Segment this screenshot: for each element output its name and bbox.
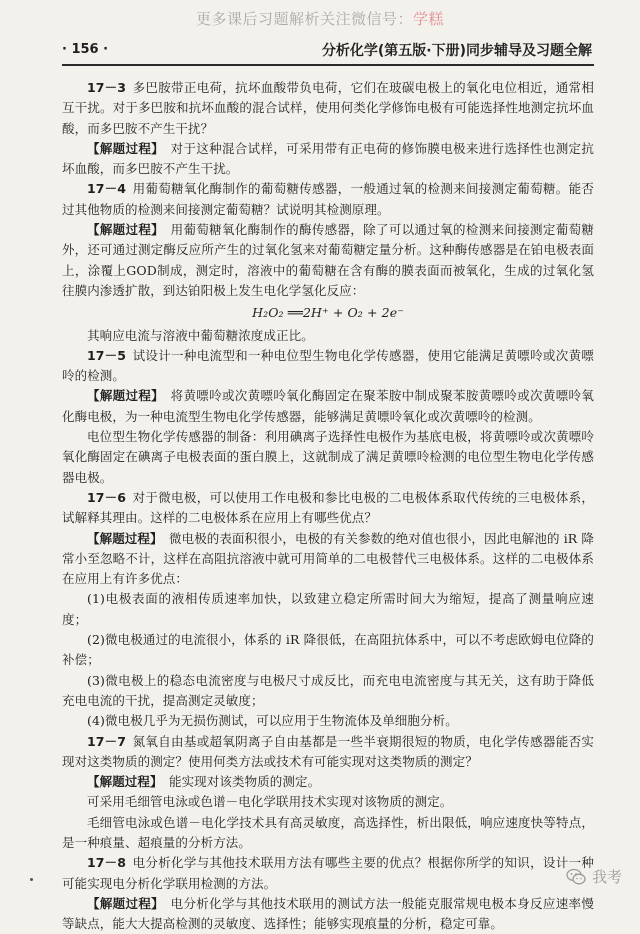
solution-label: 【解题过程】 bbox=[87, 222, 165, 238]
solution-label: 【解题过程】 bbox=[87, 140, 165, 156]
solution-text: 能实现对该类物质的测定。 bbox=[168, 774, 321, 790]
solution-text: 电分析化学与其他技术联用的测试方法一般能克服常规电极本身反应速率慢等缺点，能大大提高检测的灵敏度、选择性；能够实现痕量的分析，稳定可靠。 bbox=[62, 895, 594, 932]
solution bbox=[62, 386, 594, 427]
question-text: 对于微电极，可以使用工作电极和参比电极的二电极体系取代传统的三电极体系，试解释其理由。这样的二电极体系在应用上有哪些优点？ bbox=[62, 489, 594, 526]
page-number: · 156 · bbox=[62, 42, 109, 57]
question bbox=[62, 853, 594, 894]
question-text: 氮氧自由基或超氧阴离子自由基都是一些半衰期很短的物质，电化学传感器能否实现对这类物质的测定？使用何类方法或技术有可能实现对这类物质的测定？ bbox=[62, 733, 594, 769]
solution-text: 微电极的表面积很小，电极的有关参数的绝对值也很小，因此电解池的 iR 降常小至忽略不计，这样在高阻抗溶液中就可用简单的二电极替代三电极体系。这样的二电极体系在应用上有许多优点： bbox=[62, 530, 594, 587]
question-text: 试设计一种电流型和一种电位型生物电化学传感器，使用它能满足黄嘌呤或次黄嘌呤的检测。 bbox=[62, 347, 594, 384]
question-text: 多巴胺带正电荷，抗坏血酸带负电荷，它们在玻碳电极上的氧化电位相近，通常相互干扰。对于多巴胺和抗坏血酸的混合试样，使用何类化学修饰电极有可能选择性地测定抗坏血酸，而多巴胺不产生干扰？ bbox=[62, 80, 594, 136]
solution-text: 对于这种混合试样，可采用带有正电荷的修饰膜电极来进行选择性也测定抗坏血酸，而多巴胺不产生干扰。 bbox=[62, 140, 594, 177]
solution-label: 【解题过程】 bbox=[87, 530, 163, 546]
page-header bbox=[62, 40, 592, 62]
question bbox=[62, 346, 594, 387]
publisher-logo bbox=[566, 866, 622, 887]
body-paragraph: 其响应电流与溶液中葡萄糖浓度成正比。 bbox=[87, 327, 314, 343]
body-paragraph: 电位型生物化学传感器的制备：利用碘离子选择性电极作为基底电极，将黄嘌呤或次黄嘌呤氧化酶固定在碘离子电极表面的蛋白膜上，这就制成了满足黄嘌呤检测的电位型生物电化学传感器电极。 bbox=[62, 429, 594, 485]
question bbox=[62, 732, 594, 773]
question-number: 17－8 bbox=[87, 855, 126, 871]
question-number: 17－5 bbox=[87, 347, 126, 363]
question-number: 17－7 bbox=[87, 733, 126, 749]
logo-text: 我考 bbox=[591, 868, 622, 886]
solution-label: 【解题过程】 bbox=[87, 388, 165, 404]
solution bbox=[62, 894, 594, 934]
question bbox=[62, 488, 594, 529]
body-paragraph: 可采用毛细管电泳或色谱－电化学联用技术实现对该物质的测定。 bbox=[87, 794, 453, 810]
solution-text: 用葡萄糖氧化酶制作的酶传感器，除了可以通过氧的检测来间接测定葡萄糖外，还可通过测定酶反应所产生的过氧化氢来对葡萄糖定量分析。这种酶传感器是在铂电极表面上，涂覆上GOD制成，测定时，溶液中的葡萄糖在含有酶的膜表面而被氧化，生成的过氧化氢往膜内渗透扩散，到达铂阳极上发生电化学氢化反应： bbox=[62, 222, 594, 298]
question-number: 17－4 bbox=[87, 181, 126, 197]
question-text: 电分析化学与其他技术联用方法有哪些主要的优点？根据你所学的知识，设计一种可能实现电分析化学联用检测的方法。 bbox=[62, 855, 594, 891]
header-rule bbox=[62, 64, 594, 66]
body-paragraph: 毛细管电泳或色谱－电化学技术具有高灵敏度，高选择性，析出限低，响应速度快等特点，是一种痕量、超痕量的分析方法。 bbox=[62, 814, 594, 850]
page-mark bbox=[30, 878, 33, 881]
question bbox=[62, 78, 594, 139]
solution bbox=[62, 220, 594, 301]
watermark bbox=[0, 8, 640, 29]
solution-text: 将黄嘌呤或次黄嘌呤氧化酶固定在聚苯胺中制成聚苯胺黄嘌呤或次黄嘌呤氧化酶电极，为一种电流型生物电化学传感器，能够满足黄嘌呤氧化或次黄嘌呤的检测。 bbox=[62, 388, 594, 424]
solution bbox=[62, 139, 594, 180]
body-paragraph: (3)微电极上的稳态电流密度与电极尺寸成反比，而充电电流密度与其无关，这有助于降低充电电流的干扰，提高测定灵敏度； bbox=[62, 672, 594, 708]
question bbox=[62, 179, 594, 220]
page-body bbox=[62, 78, 594, 934]
question-text: 用葡萄糖氧化酶制作的葡萄糖传感器，一般通过氧的检测来间接测定葡萄糖。能否过其他物质的检测来间接测定葡萄糖？试说明其检测原理。 bbox=[62, 181, 594, 217]
watermark-text: 更多课后习题解析关注微信号： bbox=[195, 10, 413, 28]
wechat-icon bbox=[566, 868, 586, 886]
body-paragraph: (2)微电极通过的电流很小，体系的 iR 降很低，在高阻抗体系中，可以不考虑欧姆电位降的补偿； bbox=[62, 632, 594, 668]
watermark-brand: 学糕 bbox=[413, 10, 445, 28]
reaction-equation: H₂O₂ ══2H⁺ + O₂ + 2e⁻ bbox=[252, 305, 404, 321]
question-number: 17－6 bbox=[87, 489, 126, 505]
solution bbox=[62, 529, 594, 590]
book-title: 分析化学(第五版·下册)同步辅导及习题全解 bbox=[321, 43, 592, 59]
solution-label: 【解题过程】 bbox=[87, 774, 163, 790]
question-number: 17－3 bbox=[87, 80, 126, 95]
body-paragraph: (1)电极表面的液相传质速率加快，以致建立稳定所需时间大为缩短，提高了测量响应速度； bbox=[62, 591, 594, 627]
solution bbox=[62, 772, 594, 792]
solution-label: 【解题过程】 bbox=[87, 895, 165, 911]
body-paragraph: (4)微电极几乎为无损伤测试，可以应用于生物流体及单细胞分析。 bbox=[87, 713, 458, 729]
